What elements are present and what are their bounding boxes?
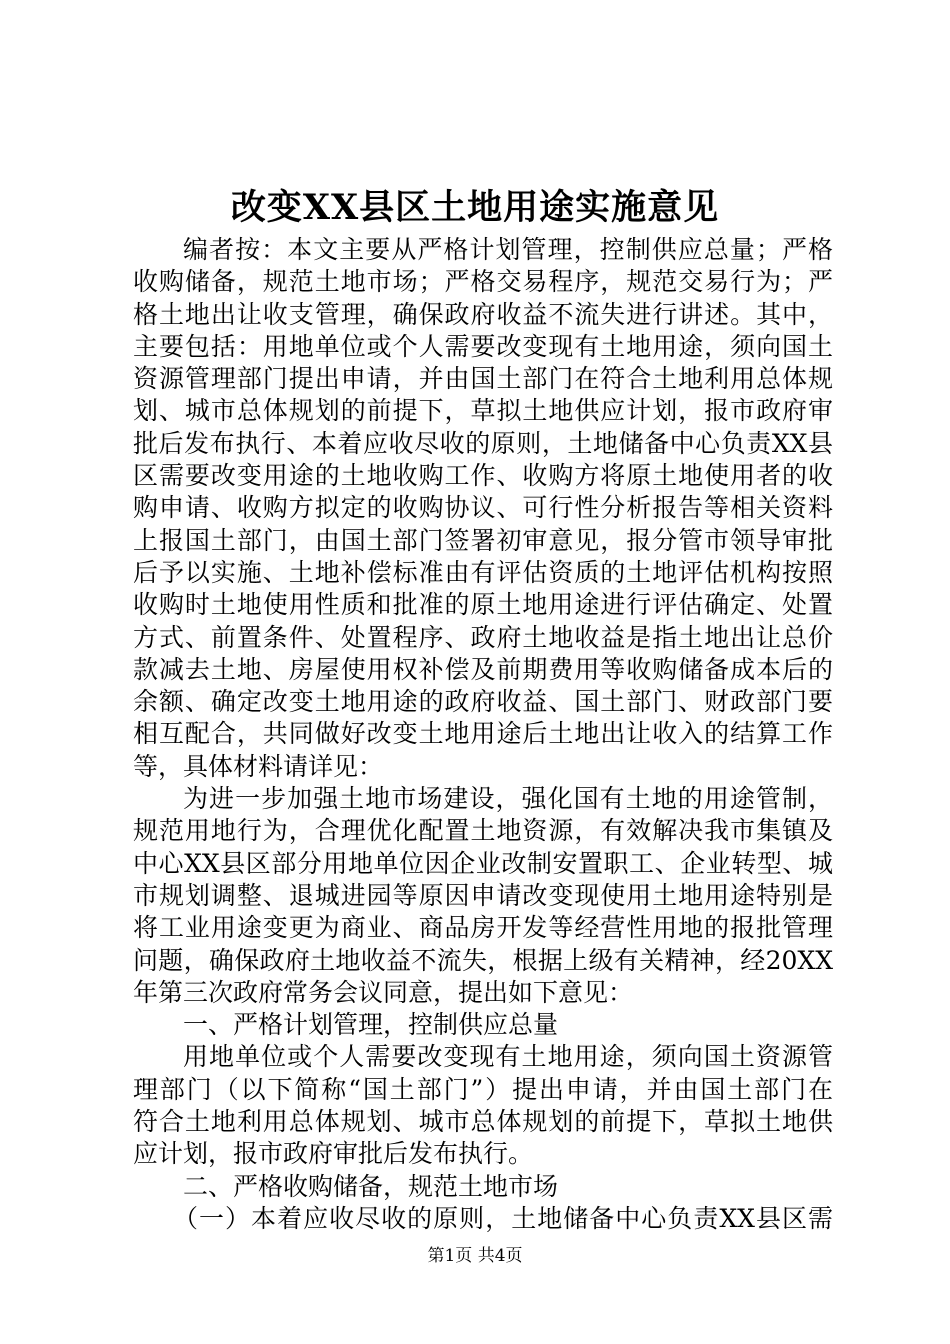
body-line: 批后发布执行、本着应收尽收的原则，土地储备中心负责XX县 [133, 428, 833, 458]
section-heading: 二、严格收购储备，规范土地市场 [183, 1171, 559, 1201]
body-line: 编者按：本文主要从严格计划管理，控制供应总量；严格 [183, 235, 833, 264]
document-title: 改变XX县区土地用途实施意见 [230, 187, 720, 228]
body-line: 理部门（以下简称“国土部门”）提出申请，并由国土部门在 [133, 1074, 833, 1104]
body-line: 中心XX县区部分用地单位因企业改制安置职工、企业转型、城 [133, 848, 833, 878]
body-line: 年第三次政府常务会议同意，提出如下意见： [133, 977, 634, 1007]
body-line: 主要包括：用地单位或个人需要改变现有土地用途，须向国土 [133, 331, 833, 361]
body-line: 资源管理部门提出申请，并由国土部门在符合土地利用总体规 [133, 364, 833, 394]
body-line: 为进一步加强土地市场建设，强化国有土地的用途管制， [183, 784, 833, 814]
body-line: 问题，确保政府土地收益不流失，根据上级有关精神，经20XX [133, 945, 833, 975]
body-line: 格土地出让收支管理，确保政府收益不流失进行讲述。其中， [133, 299, 833, 329]
body-line: 等，具体材料请详见： [133, 751, 384, 781]
body-line: 相互配合，共同做好改变土地用途后土地出让收入的结算工作 [133, 719, 833, 749]
body-line: 区需要改变用途的土地收购工作、收购方将原土地使用者的收 [133, 461, 833, 491]
body-line: 余额、确定改变土地用途的政府收益、国土部门、财政部门要 [133, 687, 833, 717]
body-line: 收购储备，规范土地市场；严格交易程序，规范交易行为；严 [133, 267, 833, 297]
body-line: 将工业用途变更为商业、商品房开发等经营性用地的报批管理 [133, 913, 833, 943]
body-line: 上报国土部门，由国土部门签署初审意见，报分管市领导审批 [133, 525, 833, 555]
body-line: 应计划，报市政府审批后发布执行。 [133, 1139, 534, 1169]
body-line: 划、城市总体规划的前提下，草拟土地供应计划，报市政府审 [133, 396, 833, 426]
page-footer: 第1页 共4页 [427, 1246, 523, 1266]
body-line: 收购时土地使用性质和批准的原土地用途进行评估确定、处置 [133, 590, 833, 620]
body-line: 用地单位或个人需要改变现有土地用途，须向国土资源管 [183, 1042, 833, 1072]
body-line: 规范用地行为，合理优化配置土地资源，有效解决我市集镇及 [133, 816, 833, 846]
document-body [133, 234, 833, 1235]
section-heading: 一、严格计划管理，控制供应总量 [183, 1010, 559, 1040]
body-line: 方式、前置条件、处置程序、政府土地收益是指土地出让总价 [133, 622, 833, 652]
body-line: 后予以实施、土地补偿标准由有评估资质的土地评估机构按照 [133, 557, 833, 587]
body-line: 款减去土地、房屋使用权补偿及前期费用等收购储备成本后的 [133, 654, 833, 684]
body-line: （一）本着应收尽收的原则，土地储备中心负责XX县区需 [173, 1203, 833, 1233]
body-line: 符合土地利用总体规划、城市总体规划的前提下，草拟土地供 [133, 1107, 833, 1137]
body-line: 市规划调整、退城进园等原因申请改变现使用土地用途特别是 [133, 880, 833, 910]
body-line: 购申请、收购方拟定的收购协议、可行性分析报告等相关资料 [133, 493, 833, 523]
